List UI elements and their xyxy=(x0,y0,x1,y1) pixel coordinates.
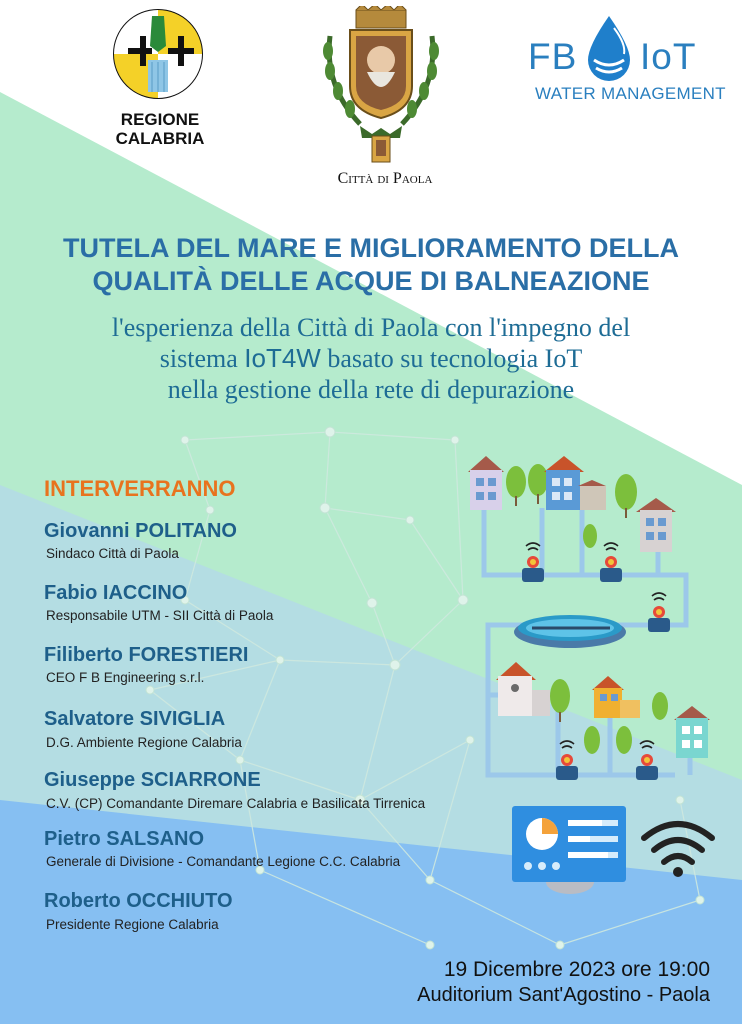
house-icon xyxy=(544,456,606,510)
region-line2: CALABRIA xyxy=(115,129,205,148)
speaker-name: Fabio IACCINO xyxy=(44,582,188,604)
regione-calabria-emblem xyxy=(112,6,204,102)
main-title xyxy=(20,232,722,298)
speaker-name: Salvatore SIVIGLIA xyxy=(44,708,226,730)
subtitle-line2-pre: sistema xyxy=(159,344,245,373)
speaker-name: Giuseppe SCIARRONE xyxy=(44,769,261,791)
subtitle xyxy=(20,312,722,405)
treatment-tank-icon xyxy=(514,615,626,648)
house-icon xyxy=(468,456,504,510)
regione-calabria-label xyxy=(60,110,260,148)
subtitle-line2 xyxy=(20,343,722,374)
title-line1: TUTELA DEL MARE E MIGLIORAMENTO DELLA xyxy=(63,233,679,263)
sensor-icon xyxy=(636,741,658,780)
house-icon xyxy=(674,706,710,758)
wifi-icon xyxy=(644,824,712,862)
iot4w-brand: IoT4W xyxy=(244,343,321,373)
citta-di-paola-crest xyxy=(320,6,442,166)
speaker-role: Presidente Regione Calabria xyxy=(46,917,219,932)
house-icon xyxy=(496,662,550,716)
region-line1: REGIONE xyxy=(120,110,200,129)
speaker-role: Responsabile UTM - SII Città di Paola xyxy=(46,608,274,623)
title-line2: QUALITÀ DELLE ACQUE DI BALNEAZIONE xyxy=(92,266,650,296)
water-management-label: WATER MANAGEMENT xyxy=(535,84,726,103)
house-icon xyxy=(592,676,640,718)
speaker-name: Filiberto FORESTIERI xyxy=(44,644,249,666)
speaker-name: Pietro SALSANO xyxy=(44,828,205,850)
sensor-icon xyxy=(600,543,622,582)
citta-di-paola-label: Città di Paola xyxy=(337,170,433,187)
event-date: 19 Dicembre 2023 ore 19:00 xyxy=(443,958,710,981)
event-venue: Auditorium Sant'Agostino - Paola xyxy=(417,984,710,1006)
speaker-role: CEO F B Engineering s.r.l. xyxy=(46,670,205,685)
speakers-heading: INTERVERRANNO xyxy=(44,476,236,501)
speaker-role: C.V. (CP) Comandante Diremare Calabria e Basilicata Tirrenica xyxy=(46,796,426,811)
water-drop-icon xyxy=(584,14,634,84)
subtitle-line2-post: basato su tecnologia IoT xyxy=(320,344,583,373)
house-icon xyxy=(636,498,676,552)
speaker-role: D.G. Ambiente Regione Calabria xyxy=(46,735,242,750)
fb-logo-text: FB xyxy=(528,36,578,77)
sensor-icon xyxy=(648,593,670,632)
iot-logo-text: IoT xyxy=(640,36,697,77)
speaker-name: Giovanni POLITANO xyxy=(44,520,237,542)
water-network-illustration xyxy=(460,450,740,910)
speaker-role: Sindaco Città di Paola xyxy=(46,546,179,561)
speaker-name: Roberto OCCHIUTO xyxy=(44,890,233,912)
subtitle-line3: nella gestione della rete di depurazione xyxy=(167,375,575,404)
speaker-role: Generale di Divisione - Comandante Legione C.C. Calabria xyxy=(46,854,401,869)
subtitle-line1: l'esperienza della Città di Paola con l'impegno del xyxy=(111,313,631,342)
monitor-dashboard-icon xyxy=(512,806,626,894)
